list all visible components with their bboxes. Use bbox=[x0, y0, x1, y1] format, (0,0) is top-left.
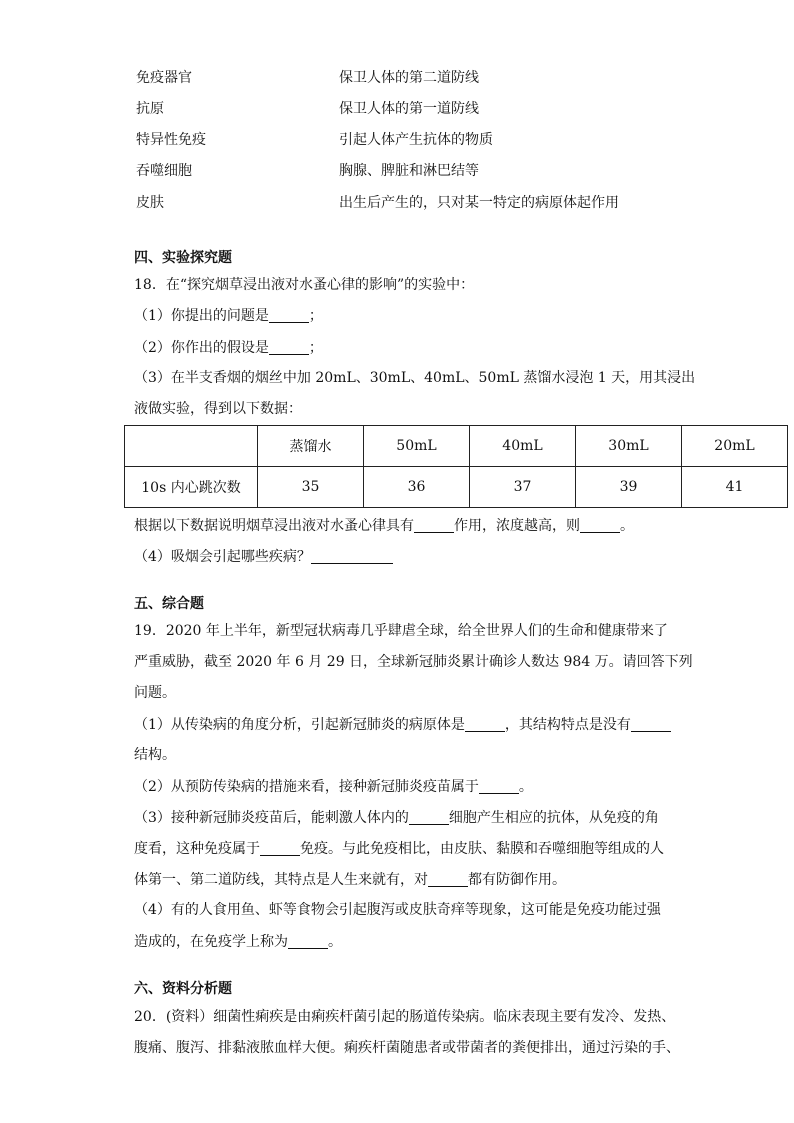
q18-part2 bbox=[134, 340, 323, 355]
table-header-cell: 40mL bbox=[470, 426, 576, 467]
answer-blank[interactable] bbox=[260, 841, 300, 856]
q19-part4-l2-end: 。 bbox=[328, 934, 342, 950]
q18-conclusion bbox=[134, 518, 634, 533]
answer-blank[interactable] bbox=[580, 518, 620, 533]
q19-part3-l2-text: 度看，这种免疫属于 bbox=[134, 841, 260, 857]
table-cell: 37 bbox=[470, 467, 576, 508]
conclusion-text-1: 根据以下数据说明烟草浸出液对水蚤心律具有 bbox=[134, 518, 414, 534]
q19-part2-end: 。 bbox=[518, 779, 533, 795]
match-left-3: 特异性免疫 bbox=[136, 132, 206, 148]
q19-part3-l2-post: 免疫。与此免疫相比，由皮肤、黏膜和吞噬细胞等组成的人 bbox=[300, 841, 664, 857]
q18-part1-end: ； bbox=[308, 308, 323, 324]
answer-blank[interactable] bbox=[269, 340, 309, 355]
answer-blank[interactable] bbox=[414, 518, 454, 533]
conclusion-text-2: 作用，浓度越高，则 bbox=[454, 518, 580, 534]
table-header-cell: 30mL bbox=[576, 426, 682, 467]
q20-line1: 20．(资料）细菌性痢疾是由痢疾杆菌引起的肠道传染病。临床表现主要有发冷、发热、 bbox=[134, 1009, 676, 1025]
q19-part3 bbox=[134, 810, 659, 825]
q19-part1-line2: 结构。 bbox=[134, 747, 176, 763]
answer-blank[interactable] bbox=[269, 308, 309, 323]
match-left-4: 吞噬细胞 bbox=[136, 163, 192, 179]
q19-line1: 19．2020 年上半年，新型冠状病毒几乎肆虐全球，给全世界人们的生命和健康带来了 bbox=[134, 623, 668, 639]
q19-part3-l3-post: 都有防御作用。 bbox=[468, 872, 566, 888]
table-header-row bbox=[125, 426, 788, 467]
q18-part3-line2: 液做实验，得到以下数据： bbox=[134, 401, 302, 417]
table-cell: 39 bbox=[576, 467, 682, 508]
table-header-cell bbox=[125, 426, 258, 467]
table-header-cell: 蒸馏水 bbox=[258, 426, 364, 467]
q18-part1 bbox=[134, 308, 323, 323]
q18-part3-line1: （3）在半支香烟的烟丝中加 20mL、30mL、40mL、50mL 蒸馏水浸泡 1 天，用其浸出 bbox=[134, 370, 696, 386]
table-header-cell: 20mL bbox=[682, 426, 788, 467]
answer-blank[interactable] bbox=[428, 872, 468, 887]
table-header-cell: 50mL bbox=[364, 426, 470, 467]
match-right-3: 引起人体产生抗体的物质 bbox=[339, 132, 493, 148]
q19-part2 bbox=[134, 779, 533, 794]
q19-part1 bbox=[134, 717, 671, 732]
table-cell: 35 bbox=[258, 467, 364, 508]
q18-part1-text: （1）你提出的问题是 bbox=[134, 308, 269, 324]
answer-blank[interactable] bbox=[631, 717, 671, 732]
q19-part3-line2 bbox=[134, 841, 664, 856]
q19-part4-line1: （4）有的人食用鱼、虾等食物会引起腹泻或皮肤奇痒等现象，这可能是免疫功能过强 bbox=[134, 902, 661, 918]
table-cell: 41 bbox=[682, 467, 788, 508]
match-left-2: 抗原 bbox=[136, 101, 164, 117]
q19-part4-line2 bbox=[134, 934, 342, 949]
match-right-2: 保卫人体的第一道防线 bbox=[339, 101, 479, 117]
section-6-title: 六、资料分析题 bbox=[134, 981, 232, 997]
q20-line2: 腹痛、腹泻、排黏液脓血样大便。痢疾杆菌随患者或带菌者的粪便排出，通过污染的手、 bbox=[134, 1040, 680, 1056]
answer-blank[interactable] bbox=[288, 934, 328, 949]
table-row-label: 10s 内心跳次数 bbox=[125, 467, 258, 508]
match-right-4: 胸腺、脾脏和淋巴结等 bbox=[339, 163, 479, 179]
q19-part1-text: （1）从传染病的角度分析，引起新冠肺炎的病原体是 bbox=[134, 717, 465, 733]
answer-blank[interactable] bbox=[479, 779, 519, 794]
match-left-5: 皮肤 bbox=[136, 195, 164, 211]
q18-intro: 18．在“探究烟草浸出液对水蚤心律的影响”的实验中： bbox=[134, 277, 475, 293]
q18-part2-end: ； bbox=[308, 340, 323, 356]
q19-part1-mid: ，其结构特点是没有 bbox=[504, 717, 631, 733]
answer-blank[interactable] bbox=[409, 810, 449, 825]
q18-part2-text: （2）你作出的假设是 bbox=[134, 340, 269, 356]
match-right-5: 出生后产生的，只对某一特定的病原体起作用 bbox=[339, 195, 619, 211]
table-cell: 36 bbox=[364, 467, 470, 508]
q19-line2: 严重威胁，截至 2020 年 6 月 29 日，全球新冠肺炎累计确诊人数达 984 万。请回答下列 bbox=[134, 654, 693, 670]
q18-part4 bbox=[134, 549, 393, 564]
section-5-title: 五、综合题 bbox=[134, 596, 204, 612]
q19-part4-l2-text: 造成的，在免疫学上称为 bbox=[134, 934, 288, 950]
match-left-1: 免疫器官 bbox=[136, 70, 192, 86]
q19-part3-post: 细胞产生相应的抗体，从免疫的角 bbox=[448, 810, 659, 826]
conclusion-text-3: 。 bbox=[620, 518, 634, 534]
table-row bbox=[125, 467, 788, 508]
section-4-title: 四、实验探究题 bbox=[134, 250, 232, 266]
heart-rate-table bbox=[124, 425, 788, 508]
answer-blank[interactable] bbox=[465, 717, 505, 732]
q19-part2-text: （2）从预防传染病的措施来看，接种新冠肺炎疫苗属于 bbox=[134, 779, 479, 795]
answer-blank[interactable] bbox=[311, 549, 393, 564]
match-right-1: 保卫人体的第二道防线 bbox=[339, 70, 479, 86]
q19-line3: 问题。 bbox=[134, 685, 176, 701]
q19-part3-line3 bbox=[134, 872, 566, 887]
q19-part3-l3-text: 体第一、第二道防线，其特点是人生来就有，对 bbox=[134, 872, 428, 888]
q19-part3-text: （3）接种新冠肺炎疫苗后，能刺激人体内的 bbox=[134, 810, 409, 826]
q18-part4-text: （4）吸烟会引起哪些疾病？ bbox=[134, 549, 311, 565]
